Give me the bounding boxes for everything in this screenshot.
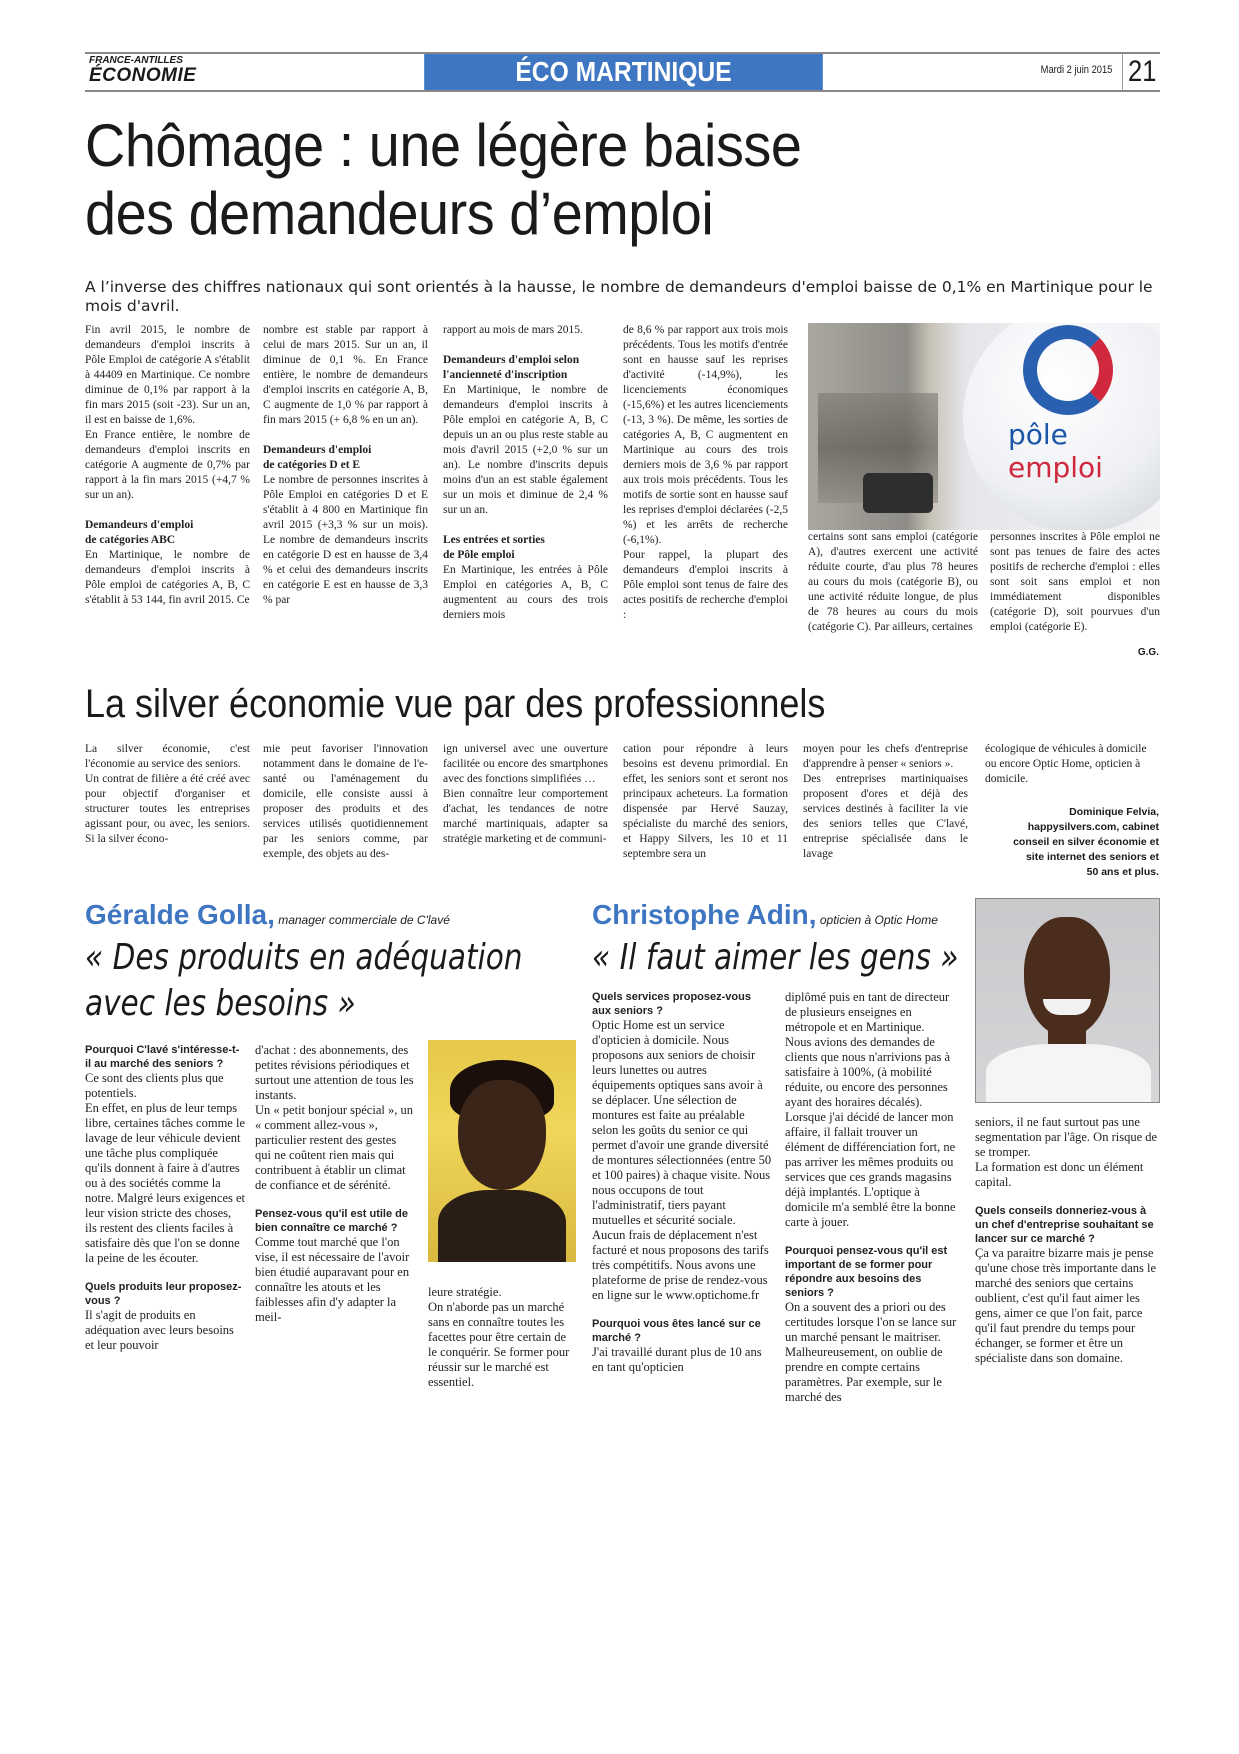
- answer: diplômé puis en tant de directeur de plusieurs enseignes en métropole et en Martinique.: [785, 990, 950, 1034]
- paragraph: mie peut favoriser l'innovation notamment dans le domaine de l'e-santé ou l'aménagement du domicile, elle consiste aussi à proposer des produits et des services utilisés quotidiennement par les seniors comme, par exemple, des objets au des-: [263, 743, 428, 860]
- question: Pourquoi pensez-vous qu'il est important de se former pour répondre aux besoins des seniors ?: [785, 1245, 948, 1299]
- answer: J'ai travaillé durant plus de 10 ans en tant qu'opticien: [592, 1345, 762, 1374]
- subheading: Demandeurs d'emploi: [85, 519, 194, 531]
- question: Pourquoi C'lavé s'intéresse-t-il au marché des seniors ?: [85, 1044, 240, 1070]
- paragraph: nombre est stable par rapport à celui de mars 2015. Sur un an, il diminue de 0,1 %. En France entière, le nombre de demandeurs d'emploi inscrits en catégorie A, B, C augmente de 1,0 % par rapport à fin mars 2015 (+ 6,8 % en un an).: [263, 324, 428, 426]
- article2-column-4: [623, 742, 788, 862]
- page-number: 21: [1122, 54, 1156, 90]
- portrait-geralde-golla: [428, 1040, 576, 1262]
- article2-column-6: [985, 742, 1160, 787]
- answer: Lorsque j'ai décidé de lancer mon affaire, il fallait trouver un élément de différenciation fort, ne pas arriver les mêmes produits ou services que ces grands magasins déjà implantés. L'optique à domicile m'a semblé être la bonne carte à jouer.: [785, 1110, 956, 1229]
- pole-emploi-logo-icon: [1023, 325, 1113, 415]
- question: Pourquoi vous êtes lancé sur ce marché ?: [592, 1318, 761, 1344]
- answer: Il s'agit de produits en adéquation avec leurs besoins et leur pouvoir: [85, 1308, 234, 1352]
- paragraph: moyen pour les chefs d'entreprise d'apprendre à penser « seniors ».: [803, 743, 968, 770]
- answer: On n'aborde pas un marché sans en connaître toutes les facettes pour être certain de le conquérir. Se former pour réussir sur le marché est essentiel.: [428, 1300, 570, 1389]
- headline-line2: des demandeurs d’emploi: [85, 180, 714, 247]
- subheading: Demandeurs d'emploi selon: [443, 354, 580, 366]
- interview-2-column-1: [592, 990, 772, 1375]
- shirt: [986, 1044, 1151, 1103]
- page-header: [85, 52, 1160, 92]
- paragraph: Un contrat de filière a été créé avec pour objectif d'organiser et structurer toutes les entreprises agissant pour, ou avec, les seniors. Si la silver écono-: [85, 773, 250, 845]
- paragraph: rapport au mois de mars 2015.: [443, 324, 583, 336]
- portrait-christophe-adin: [975, 898, 1160, 1103]
- paragraph: personnes inscrites à Pôle emploi ne sont pas tenues de faire des actes positifs de recherche d'emploi : elles sont soit sans emploi et non immédiatement disponibles (catégorie D), soit pourvues d'un emploi (catégorie E).: [990, 531, 1160, 633]
- logo-text-emploi: emploi: [1008, 451, 1103, 484]
- rubric-band: ÉCO MARTINIQUE: [424, 54, 823, 90]
- subheading: de Pôle emploi: [443, 549, 515, 561]
- article2-column-2: [263, 742, 428, 862]
- paragraph: cation pour répondre à leurs besoins est devenu primordial. En effet, les seniors sont et seront nos principaux acheteurs. La formation dispensée par Hervé Sauzay, spécialiste du marché des seniors, et Happy Silvers, les 10 et 11 septembre sera un: [623, 743, 788, 860]
- issue-date: Mardi 2 juin 2015: [1040, 64, 1112, 76]
- subheading: de catégories D et E: [263, 459, 361, 471]
- answer: leure stratégie.: [428, 1285, 502, 1299]
- face: [1024, 917, 1110, 1037]
- paragraph: En France entière, le nombre de demandeurs d'emploi inscrits en catégorie A augmente de 0,7% par rapport à la fin mars 2015 (+4,7 % sur un an).: [85, 429, 250, 501]
- answer: Comme tout marché que l'on vise, il est nécessaire de l'avoir bien étudié auparavant pour en connaître les atouts et les faiblesses afin d'y adapter la meil-: [255, 1235, 410, 1324]
- interview-2-quote: [592, 935, 959, 981]
- answer: d'achat : des abonnements, des petites révisions périodiques et surtout une attention de tous les instants.: [255, 1043, 414, 1102]
- answer: Nous avions des demandes de clients que nous n'arrivions pas à satisfaire à 100%, (à mobilité réduite, ou encore des personnes ayant des horaires décalés).: [785, 1035, 951, 1109]
- article-headline: [85, 112, 1089, 248]
- paragraph: En Martinique, les entrées à Pôle Emploi en catégories A, B, C augmentent au cours des trois derniers mois: [443, 564, 608, 621]
- article1-column-4: [623, 323, 788, 623]
- question: Pensez-vous qu'il est utile de bien connaître ce marché ?: [255, 1208, 408, 1234]
- subheading: l'ancienneté d'inscription: [443, 369, 568, 381]
- paragraph: de 8,6 % par rapport aux trois mois précédents. Tous les motifs d'entrée sont en hausse sauf les reprises d'activité (-14,9%), les licenciements économiques (-15,6%) et les autres licenciements (-13, 3 %). De même, les sorties de catégories A, B, C augmentent en Martinique au cours des trois derniers mois de 3,6 % par rapport aux trois mois précédents. Tous les motifs de sortie sont en hausse sauf les reprises d'emploi déclarées (-2,5 %) et les arrêts de recherche (-6,1%).: [623, 324, 788, 546]
- logo-text-pole: pôle: [1008, 418, 1068, 451]
- answer: seniors, il ne faut surtout pas une segmentation par l'âge. On risque de se tromper.: [975, 1115, 1158, 1159]
- interview-2-column-2: [785, 990, 960, 1405]
- signature-line: Dominique Felvia,: [1069, 806, 1159, 818]
- name-text: Géralde Golla,: [85, 899, 275, 930]
- answer: En effet, en plus de leur temps libre, certaines tâches comme le lavage de leur véhicule devient une tâche plus compliquée qu'ils donnent à faire à d'autres ou à des sociétés comme la notre. Malgré leurs exigences et leur vision stricte des choses, ils restent des clients faciles à satisfaire dès que l'on se donne la peine de les écouter.: [85, 1101, 246, 1265]
- brand-top: FRANCE-ANTILLES: [89, 55, 183, 66]
- pole-emploi-photo: [808, 323, 1160, 530]
- article2-headline: La silver économie vue par des professionnels: [85, 682, 826, 726]
- signature-line: happysilvers.com, cabinet: [1027, 821, 1159, 833]
- paragraph: Fin avril 2015, le nombre de demandeurs d'emploi inscrits à Pôle Emploi de catégorie A s'établit à 44409 en Martinique. Ce nombre diminue de 0,1% par rapport à la fin mars 2015 (soit -23). Sur un an, il est en baisse de 1,6%.: [85, 324, 250, 426]
- role-text: manager commerciale de C'lavé: [274, 913, 450, 927]
- interview-1-quote: [85, 935, 523, 1027]
- interview-1-column-2: [255, 1043, 415, 1325]
- article2-column-1: [85, 742, 250, 847]
- paragraph: Des entreprises martiniquaises proposent d'ores et déjà des services destinés à faciliter la vie des seniors telles que C'lavé, entreprise spécialisée dans le lavage: [803, 773, 968, 860]
- name-text: Christophe Adin,: [592, 899, 817, 930]
- article-lead: A l’inverse des chiffres nationaux qui sont orientés à la hausse, le nombre de demandeurs d'emploi baisse de 0,1% en Martinique pour le mois d'avril.: [85, 278, 1153, 315]
- paragraph: En Martinique, le nombre de demandeurs d'emploi inscrits à Pôle emploi de catégories A, B, C s'établit à 53 144, fin avril 2015. Ce: [85, 549, 250, 606]
- signature-line: site internet des seniors et: [1025, 851, 1159, 863]
- article2-column-5: [803, 742, 968, 862]
- interviewee-1-name: [85, 898, 450, 937]
- article1-column-6: [990, 530, 1160, 635]
- article2-column-3: [443, 742, 608, 847]
- brand: [89, 56, 196, 85]
- question: Quels conseils donneriez-vous à un chef d'entreprise souhaitant se lancer sur ce marché ?: [975, 1205, 1154, 1245]
- interview-1-column-1: [85, 1043, 245, 1353]
- interviewee-2-name: [592, 898, 938, 937]
- paragraph: écologique de véhicules à domicile ou encore Optic Home, opticien à domicile.: [985, 743, 1147, 785]
- face: [458, 1080, 546, 1190]
- answer: Ça va paraitre bizarre mais je pense qu'une chose très importante dans le marché des seniors que certains oublient, c'est qu'il faut aimer les gens, aimer ce que l'on fait, parce qu'il faut prendre du temps pour échanger, se former et être un spécialiste dans son domaine.: [975, 1246, 1157, 1365]
- paragraph: Le nombre de personnes inscrites à Pôle Emploi en catégories D et E s'établit à 4 800 en Martinique fin avril 2015 (+3,3 % sur un mois). Le nombre de demandeurs inscrits en catégorie D est en hausse de 3,4 % et celui des demandeurs inscrits en catégorie E est en hausse de 3,3 % par: [263, 474, 428, 606]
- paragraph: Pour rappel, la plupart des demandeurs d'emploi inscrits à Pôle emploi sont tenus de faire des actes positifs de recherche d'emploi :: [623, 549, 788, 621]
- answer: On a souvent des a priori ou des certitudes lorsque l'on se lance sur un marché pensant le maitriser. Malheureusement, on oublie de prendre en compte certains paramètres. Par exemple, sur le marché des: [785, 1300, 957, 1404]
- answer: Un « petit bonjour spécial », un « comment allez-vous », particulier restent des gestes qui ne coûtent rien mais qui contribuent à établir un climat de confiance et de sérénité.: [255, 1103, 413, 1192]
- paragraph: Bien connaître leur comportement d'achat, les tendances de notre marché martiniquais, adapter sa stratégie marketing et de communi-: [443, 788, 608, 845]
- signature-line: conseil en silver économie et: [1013, 836, 1159, 848]
- paragraph: ign universel avec une ouverture facilitée ou encore des smartphones avec des fonctions simplifiées …: [443, 743, 608, 785]
- article1-column-3: [443, 323, 608, 623]
- question: Quels produits leur proposez-vous ?: [85, 1281, 242, 1307]
- answer: La formation est donc un élément capital.: [975, 1160, 1144, 1189]
- article1-column-2: [263, 323, 428, 608]
- role-text: opticien à Optic Home: [816, 913, 938, 927]
- quote-line: « Des produits en adéquation: [85, 937, 523, 978]
- pole-emploi-logo-text: [1008, 418, 1160, 484]
- chair: [863, 473, 933, 513]
- subheading: de catégories ABC: [85, 534, 176, 546]
- interview-1-column-3: [428, 1285, 578, 1390]
- shoulders: [438, 1190, 566, 1262]
- headline-line1: Chômage : une légère baisse: [85, 112, 802, 179]
- interview-2-column-3: [975, 1115, 1160, 1366]
- answer: Ce sont des clients plus que potentiels.: [85, 1071, 224, 1100]
- article1-column-5: [808, 530, 978, 635]
- paragraph: certains sont sans emploi (catégorie A), d'autres exercent une activité réduite courte, d'au plus 78 heures au cours du mois (catégorie B), ou une activité réduite longue, de plus de 78 heures au cours du mois (catégorie C). Par ailleurs, certaines: [808, 531, 978, 633]
- paragraph: En Martinique, le nombre de demandeurs d'emploi inscrits à Pôle emploi en catégorie A, B, C depuis un an ou plus reste stable au mois d'avril 2015 (+2,0 % sur un an). Le nombre d'inscrits depuis moins d'un an est stable également sur un mois et diminue de 2,4 % sur un an.: [443, 384, 608, 516]
- article2-signature: [959, 805, 1159, 880]
- article1-signature: G.G.: [1137, 647, 1159, 658]
- article1-column-1: [85, 323, 250, 608]
- answer: Optic Home est un service d'opticien à domicile. Nous proposons aux seniors de choisir leurs lunettes ou autres équipements optiques sans avoir à se déplacer. Une sélection de montures est faite au préalable selon les goûts du senior ce qui permet d'avoir une grande diversité de montures sélectionnées (entre 50 et 100 paires) à chaque visite. Nous nous occupons de tout l'administratif, tiers payant mutuelles et sécurité sociale.: [592, 1018, 772, 1227]
- answer: Aucun frais de déplacement n'est facturé et nous proposons des tarifs très compétitifs. Nous avons une plateforme de prise de rendez-vous en ligne sur le www.optichome.fr: [592, 1228, 769, 1302]
- quote-line: avec les besoins »: [85, 983, 356, 1024]
- question: Quels services proposez-vous aux seniors ?: [592, 991, 751, 1017]
- subheading: Les entrées et sorties: [443, 534, 545, 546]
- paragraph: La silver économie, c'est l'économie au service des seniors.: [85, 743, 250, 770]
- subheading: Demandeurs d'emploi: [263, 444, 372, 456]
- signature-line: 50 ans et plus.: [1086, 866, 1159, 878]
- quote-line: « Il faut aimer les gens »: [592, 937, 959, 978]
- brand-section: ÉCONOMIE: [89, 65, 197, 86]
